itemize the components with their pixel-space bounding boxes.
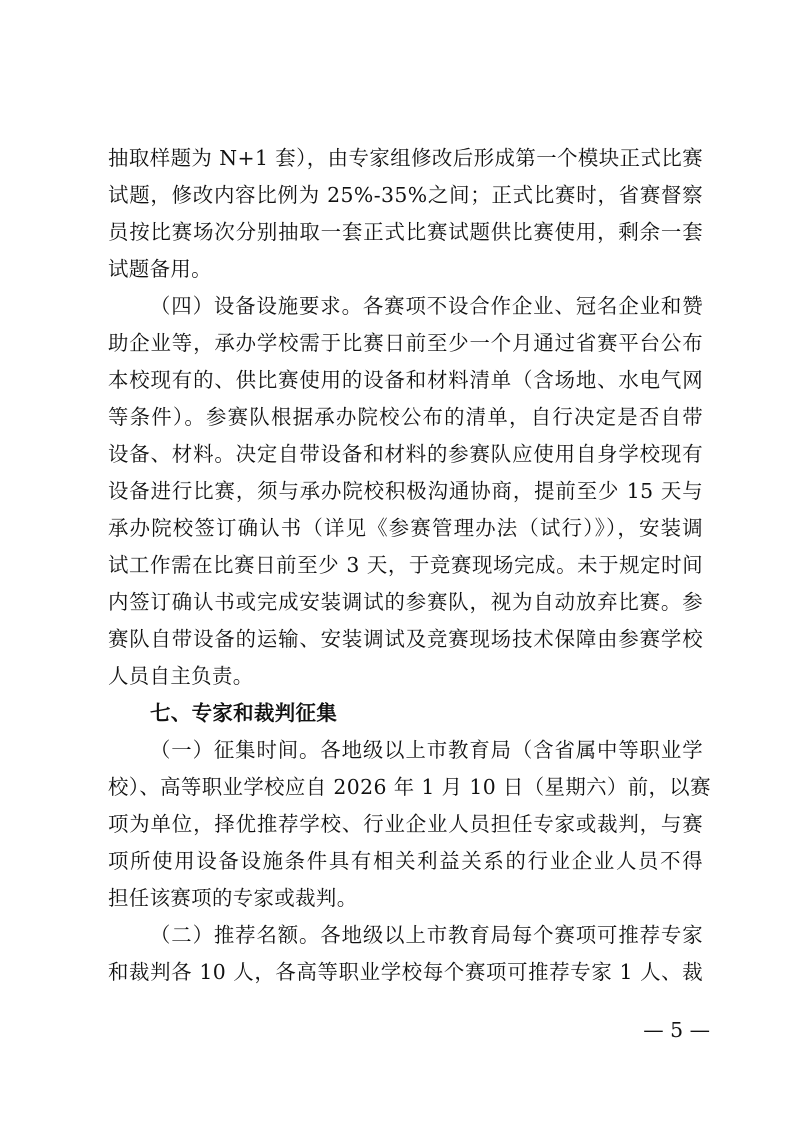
paragraph-line: 设备进行比赛，须与承办院校积极沟通协商，提前至少 15 天与 xyxy=(108,479,703,503)
paragraph-line: 和裁判各 10 人，各高等职业学校每个赛项可推荐专家 1 人、裁 xyxy=(108,960,703,984)
paragraph-line: （二）推荐名额。各地级以上市教育局每个赛项可推荐专家 xyxy=(150,923,703,947)
document-body xyxy=(108,140,711,991)
paragraph-line: 承办院校签订确认书（详见《参赛管理办法（试行）》），安装调 xyxy=(108,516,703,540)
paragraph-line: 项所使用设备设施条件具有相关利益关系的行业企业人员不得 xyxy=(108,849,703,873)
paragraph-line: 试题，修改内容比例为 25%-35%之间；正式比赛时，省赛督察 xyxy=(108,183,703,207)
paragraph-line: 设备、材料。决定自带设备和材料的参赛队应使用自身学校现有 xyxy=(108,442,703,466)
paragraph-line: （四）设备设施要求。各赛项不设合作企业、冠名企业和赞 xyxy=(150,294,703,318)
paragraph-line: 试工作需在比赛日前至少 3 天，于竞赛现场完成。未于规定时间 xyxy=(108,553,703,577)
page-number: — 5 — xyxy=(643,1018,710,1042)
paragraph-line: 内签订确认书或完成安装调试的参赛队，视为自动放弃比赛。参 xyxy=(108,590,703,614)
paragraph-line: 等条件）。参赛队根据承办院校公布的清单，自行决定是否自带 xyxy=(108,405,703,429)
paragraph-line: （一）征集时间。各地级以上市教育局（含省属中等职业学 xyxy=(150,738,703,762)
section-heading: 七、专家和裁判征集 xyxy=(150,701,338,725)
paragraph-line: 助企业等，承办学校需于比赛日前至少一个月通过省赛平台公布 xyxy=(108,331,703,355)
paragraph-line: 校）、高等职业学校应自 2026 年 1 月 10 日（星期六）前，以赛 xyxy=(108,775,711,799)
paragraph-line: 员按比赛场次分别抽取一套正式比赛试题供比赛使用，剩余一套 xyxy=(108,220,703,244)
paragraph-line: 赛队自带设备的运输、安装调试及竞赛现场技术保障由参赛学校 xyxy=(108,627,703,651)
paragraph-line: 抽取样题为 N+1 套），由专家组修改后形成第一个模块正式比赛 xyxy=(108,146,703,170)
paragraph-line: 项为单位，择优推荐学校、行业企业人员担任专家或裁判，与赛 xyxy=(108,812,703,836)
paragraph-line: 本校现有的、供比赛使用的设备和材料清单（含场地、水电气网 xyxy=(108,368,703,392)
paragraph-line: 试题备用。 xyxy=(108,257,212,281)
paragraph-line: 担任该赛项的专家或裁判。 xyxy=(108,886,358,910)
paragraph-line: 人员自主负责。 xyxy=(108,664,254,688)
